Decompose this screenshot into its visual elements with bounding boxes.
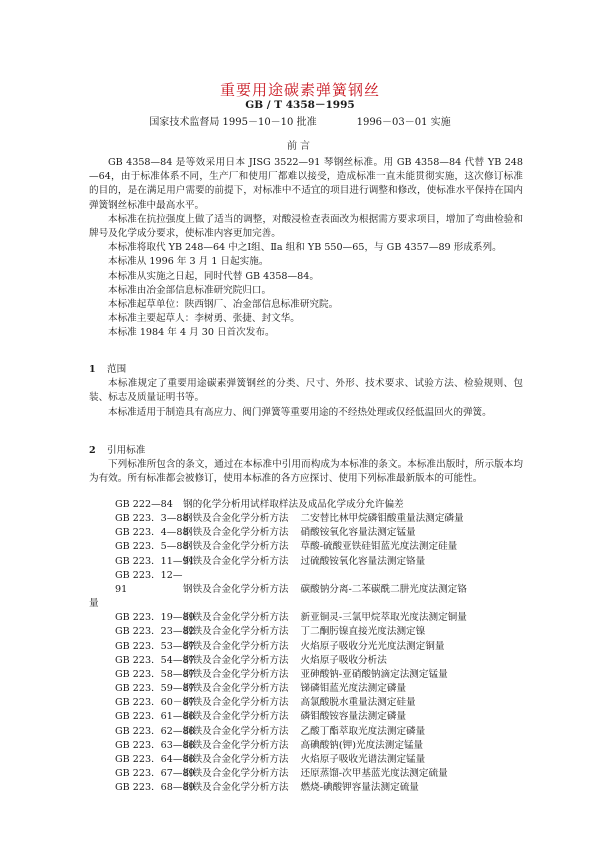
section-paragraph: 本标准规定了重要用途碳素弹簧钢丝的分类、尺寸、外形、技术要求、试验方法、检验规则、包装、标志及质量证明书等。: [89, 378, 523, 404]
reference-method: 新亚铜灵-三氯甲烷萃取光度法测定铜量: [300, 612, 467, 624]
reference-item: [89, 498, 529, 512]
reference-item: [89, 640, 529, 654]
reference-code: GB 223．5—88: [115, 541, 189, 553]
reference-category: 钢铁及合金化学分析方法: [183, 583, 289, 595]
reference-code: GB 222—84: [115, 499, 173, 510]
reference-category: 钢铁及合金化学分析方法: [183, 654, 289, 666]
reference-category: 钢铁及合金化学分析方法: [183, 612, 289, 624]
reference-category: 钢的化学分析用试样取样法及成品化学成分允许偏差: [183, 499, 404, 510]
reference-code: GB 223．59—87: [115, 683, 195, 695]
reference-code: GB 223．68—89: [115, 782, 195, 794]
reference-category: 钢铁及合金化学分析方法: [183, 725, 289, 737]
reference-category: 钢铁及合金化学分析方法: [183, 767, 289, 779]
reference-code: GB 223．12—91: [115, 569, 183, 595]
section-1: [89, 363, 523, 420]
reference-method: 二安替比林甲烷磷钼酸重量法测定磷量: [300, 513, 464, 525]
reference-method: 乙酸丁酯萃取光度法测定磷量: [300, 725, 426, 737]
reference-code: GB 223．23—82: [115, 626, 195, 638]
reference-item: [89, 753, 529, 767]
reference-method: 硝酸铵氧化容量法测定锰量: [300, 527, 416, 539]
reference-category: 钢铁及合金化学分析方法: [183, 683, 289, 695]
reference-code: GB 223．60－87: [115, 697, 195, 709]
reference-item: [89, 668, 529, 682]
reference-item: [89, 611, 529, 625]
reference-category: 钢铁及合金化学分析方法: [183, 739, 289, 751]
reference-item: [89, 526, 529, 540]
section-heading: [89, 444, 523, 458]
reference-method: 火焰原子吸收光谱法测定锰量: [300, 753, 426, 765]
foreword-paragraph: 本标准起草单位：陕西钢厂、冶金部信息标准研究院。: [108, 299, 339, 311]
reference-code: GB 223．4—88: [115, 527, 189, 539]
reference-item: [89, 540, 529, 554]
reference-method: 丁二酮肟镍直接光度法测定镍: [300, 626, 426, 638]
reference-code: GB 223．3—88: [115, 513, 189, 525]
reference-item: [89, 767, 529, 781]
reference-code: GB 223．54—87: [115, 654, 195, 666]
foreword-paragraph: 本标准从实施之日起，同时代替 GB 4358—84。: [108, 270, 319, 282]
reference-method: 火焰原子吸收分光光度法测定铜量: [300, 640, 445, 652]
reference-item: [89, 725, 529, 739]
foreword-paragraph: 本标准主要起草人：李树勇、张捷、封文华。: [108, 313, 300, 325]
reference-code: GB 223．63—88: [115, 739, 195, 751]
reference-method: 亚砷酸钠-亚硝酸钠滴定法测定锰量: [300, 668, 448, 680]
reference-category: 钢铁及合金化学分析方法: [183, 711, 289, 723]
foreword-paragraph: 本标准 1984 年 4 月 30 日首次发布。: [108, 327, 275, 339]
section-title: 引用标准: [107, 445, 146, 456]
foreword-paragraph: 本标准将取代 YB 248—64 中之Ⅰ组、Ⅱa 组和 YB 550—65，与 GB 4357—89 形成系列。: [108, 242, 502, 254]
standard-number: GB / T 4358－1995: [245, 99, 355, 111]
reference-code: GB 223．19—89: [115, 612, 195, 624]
reference-category: 钢铁及合金化学分析方法: [183, 668, 289, 680]
approval-line: [0, 113, 600, 128]
reference-list: [89, 498, 529, 795]
reference-item: [89, 781, 529, 795]
reference-category: 钢铁及合金化学分析方法: [183, 753, 289, 765]
foreword-paragraph: 本标准从 1996 年 3 月 1 日起实施。: [108, 256, 269, 268]
reference-method: 火焰原子吸收分析法: [300, 654, 387, 666]
reference-code: GB 223．61—88: [115, 711, 195, 723]
reference-method: 过硫酸铵氧化容量法测定铬量: [300, 555, 426, 567]
reference-code: GB 223．58—87: [115, 668, 195, 680]
foreword-heading: 前言: [287, 141, 313, 152]
reference-code: GB 223．64—88: [115, 753, 195, 765]
section-number: 1: [89, 364, 96, 375]
reference-item: [89, 512, 529, 526]
document-title: 重要用途碳素弹簧钢丝: [219, 81, 380, 99]
section-intro: 下列标准所包含的条文，通过在本标准中引用而构成为本标准的条文。本标准出版时，所示版本均为有效。所有标准都会被修订，使用本标准的各方应探讨、使用下列标准最新版本的可能性。: [89, 459, 523, 485]
reference-category: 钢铁及合金化学分析方法: [183, 513, 289, 525]
foreword-paragraph: 本标准由冶金部信息标准研究院归口。: [108, 284, 272, 296]
reference-item: [89, 555, 529, 569]
reference-method: 碳酸钠分离-二苯碳酰二肼光度法测定铬: [300, 583, 467, 595]
section-paragraph: 本标准适用于制造具有高应力、阀门弹簧等重要用途的不经热处理或仅经低温回火的弹簧。: [108, 406, 492, 418]
reference-item: [89, 696, 529, 710]
reference-item: [89, 569, 529, 611]
approval-date: 国家技术监督局 1995－10－10 批准: [149, 117, 317, 128]
implementation-date: 1996－03－01 实施: [356, 117, 451, 128]
reference-category: 钢铁及合金化学分析方法: [183, 555, 289, 567]
reference-method-continued: 量: [89, 598, 99, 610]
reference-category: 钢铁及合金化学分析方法: [183, 782, 289, 794]
reference-method: 燃烧-碘酸钾容量法测定硫量: [300, 782, 419, 794]
reference-category: 钢铁及合金化学分析方法: [183, 541, 289, 553]
reference-category: 钢铁及合金化学分析方法: [183, 640, 289, 652]
reference-code: GB 223．11—91: [115, 555, 195, 567]
reference-item: [89, 739, 529, 753]
reference-method: 磷钼酸铵容量法测定磷量: [300, 711, 407, 723]
reference-method: 锑磷钼蓝光度法测定磷量: [300, 683, 407, 695]
reference-item: [89, 654, 529, 668]
reference-category: 钢铁及合金化学分析方法: [183, 527, 289, 539]
foreword-paragraph: GB 4358—84 是等效采用日本 JISG 3522—91 琴钢丝标准。用 GB 4358—84 代替 YB 248—64，由于标准体系不同，生产厂和使用厂都难以接受，造成标准一直未能贯彻实施，这次修订标准的目的，是在满足用户需要的前提下，对标准中不适宜的项目进行调整和修改，使标准水平保持在国内弹簧钢丝标准中最高水平。: [89, 157, 523, 211]
section-title: 范围: [107, 364, 127, 375]
section-number: 2: [89, 445, 96, 456]
reference-code: GB 223．62—88: [115, 725, 195, 737]
foreword-paragraph: 本标准在抗拉强度上做了适当的调整，对酸浸检查表面改为根据需方要求项目，增加了弯曲检验和牌号及化学成分要求，使标准内容更加完善。: [89, 213, 523, 240]
reference-category: 钢铁及合金化学分析方法: [183, 697, 289, 709]
reference-method: 还原蒸馏-次甲基蓝光度法测定硫量: [300, 767, 448, 779]
reference-item: [89, 710, 529, 724]
reference-item: [89, 625, 529, 639]
reference-item: [89, 682, 529, 696]
section-heading: [89, 363, 523, 377]
foreword-body: [89, 156, 523, 341]
reference-method: 高氯酸脱水重量法测定硅量: [300, 697, 416, 709]
reference-code: GB 223．67—89: [115, 767, 195, 779]
reference-method: 高碘酸钠(钾)光度法测定锰量: [300, 739, 424, 751]
reference-code: GB 223．53—87: [115, 640, 195, 652]
reference-category: 钢铁及合金化学分析方法: [183, 626, 289, 638]
reference-method: 草酸-硫酸亚铁硅钼蓝光度法测定硅量: [300, 541, 458, 553]
section-2: [89, 444, 523, 487]
